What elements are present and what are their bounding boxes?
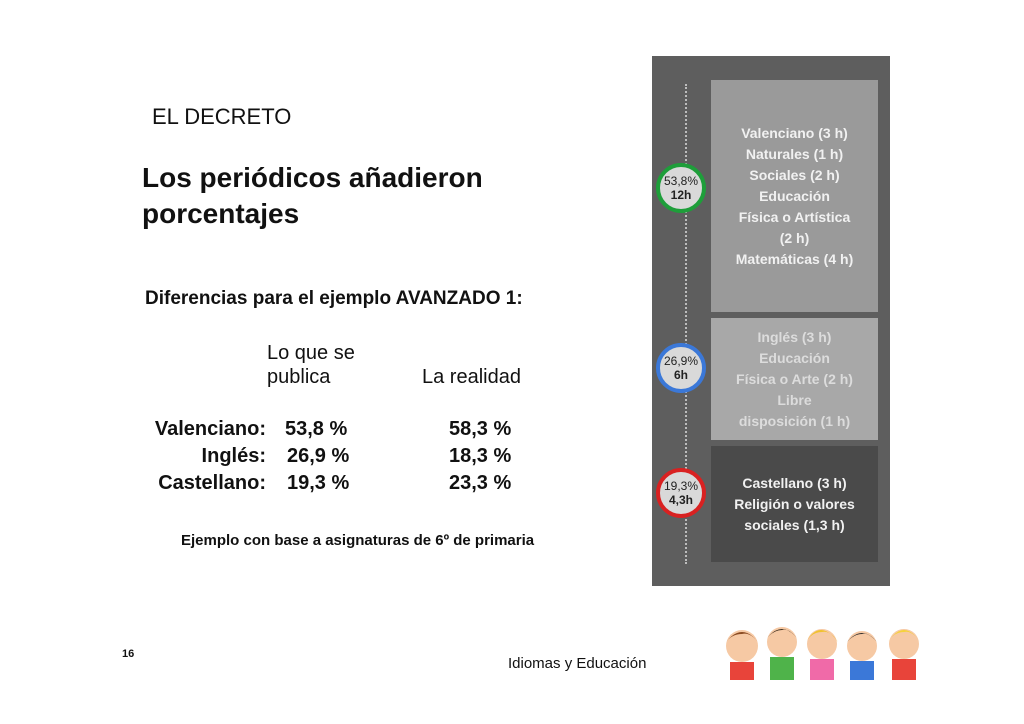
marker-ingles (656, 343, 706, 393)
clipping-line: Libre (777, 391, 812, 408)
child-figure (767, 627, 797, 680)
child-figure (847, 631, 877, 680)
marker-castellano (656, 468, 706, 518)
clipping-line: Castellano (3 h) (742, 474, 847, 491)
children-illustration (720, 616, 932, 680)
footnote: Ejemplo con base a asignaturas de 6º de primaria (181, 532, 535, 549)
clipping-line: Valenciano (3 h) (741, 124, 848, 141)
clipping-line: disposición (1 h) (738, 412, 851, 429)
clipping-line: Inglés (3 h) (757, 328, 832, 345)
marker-valenciano (656, 163, 706, 213)
newspaper-clipping (652, 56, 890, 586)
clipping-band-castellano (711, 446, 878, 562)
marker-hours: 6h (673, 368, 688, 382)
row-label: Castellano: (158, 472, 266, 494)
column-header-reality: La realidad (422, 366, 521, 388)
row-reality: 58,3 % (449, 418, 512, 440)
clipping-line: (2 h) (779, 229, 810, 246)
clipping-band-valenciano (711, 80, 878, 312)
column-header-published-line2: publica (267, 366, 331, 388)
marker-percent: 26,9% (663, 354, 699, 368)
row-published: 53,8 % (285, 418, 348, 440)
marker-hours: 4,3h (668, 493, 693, 507)
clipping-line: Sociales (2 h) (749, 166, 840, 183)
marker-percent: 53,8% (663, 174, 699, 188)
row-label: Valenciano: (154, 418, 266, 440)
slide-title: Los periódicos añadieron porcentajes (142, 162, 483, 229)
row-published: 26,9 % (287, 445, 350, 467)
clipping-line: Matemáticas (4 h) (735, 250, 854, 267)
row-label: Inglés: (201, 445, 266, 467)
page-number: 16 (122, 648, 135, 660)
subheading: Diferencias para el ejemplo AVANZADO 1: (145, 288, 523, 309)
clipping-line: Religión o valores (734, 495, 855, 512)
clipping-line: Física o Artística (738, 208, 851, 225)
row-reality: 23,3 % (449, 472, 512, 494)
clipping-line: Física o Arte (2 h) (736, 370, 853, 387)
clipping-line: sociales (1,3 h) (744, 516, 845, 533)
marker-percent: 19,3% (663, 479, 699, 493)
clipping-line: Educación (759, 187, 830, 204)
column-header-published (267, 341, 355, 389)
row-published: 19,3 % (287, 472, 350, 494)
clipping-line: Educación (759, 349, 830, 366)
child-figure (888, 629, 920, 680)
child-figure (726, 630, 758, 680)
column-header-published-line1: Lo que se (267, 342, 355, 364)
child-figure (806, 629, 838, 680)
marker-hours: 12h (670, 188, 692, 202)
footer-text: Idiomas y Educación (508, 655, 647, 672)
row-reality: 18,3 % (449, 445, 512, 467)
clipping-band-ingles (711, 318, 878, 440)
clipping-line: Naturales (1 h) (745, 145, 844, 162)
section-kicker: EL DECRETO (152, 104, 292, 129)
